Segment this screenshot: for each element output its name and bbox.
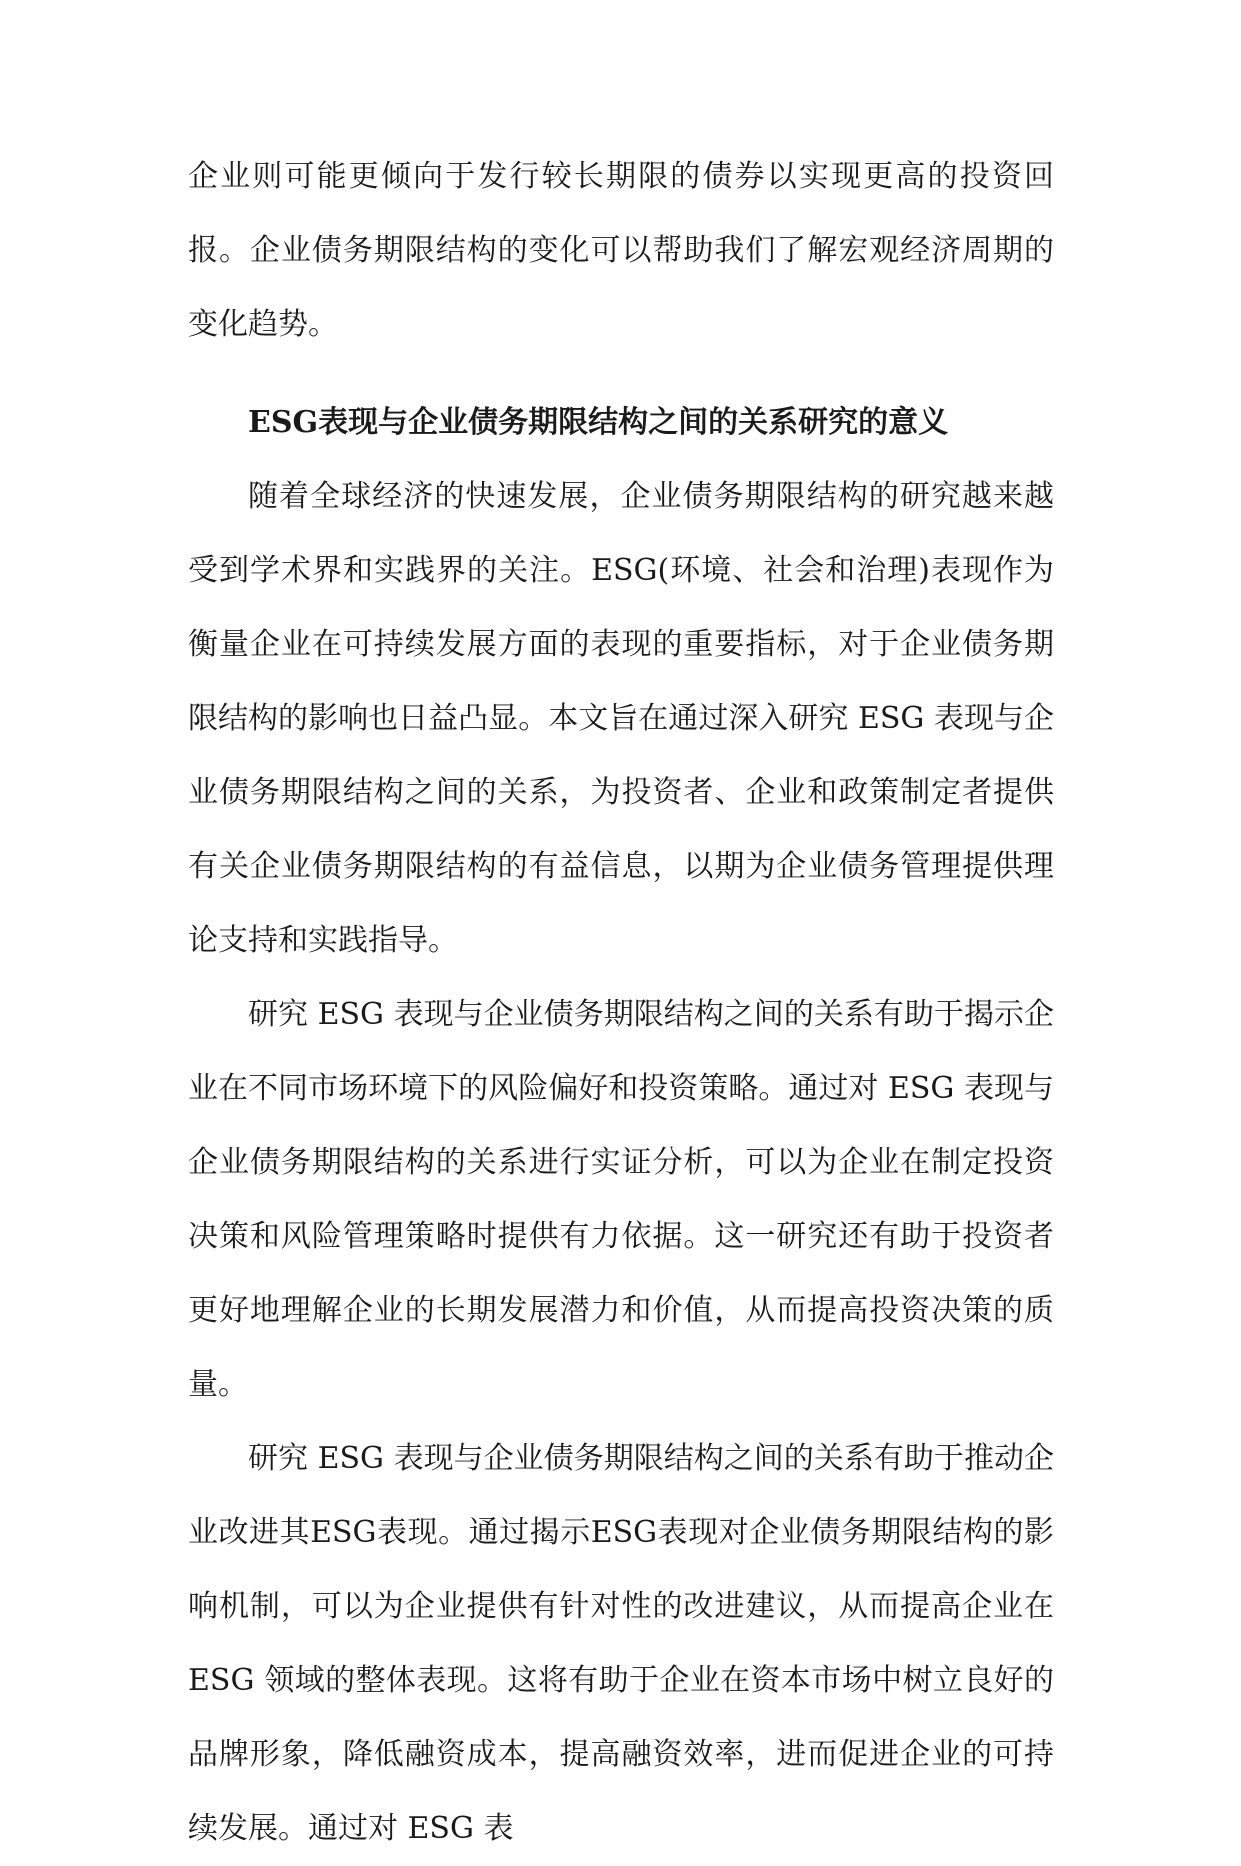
body-paragraph-1: 随着全球经济的快速发展，企业债务期限结构的研究越来越受到学术界和实践界的关注。ESG(环境、社会和治理)表现作为衡量企业在可持续发展方面的表现的重要指标，对于企业债务期限结构的影响也日益凸显。本文旨在通过深入研究 ESG 表现与企业债务期限结构之间的关系，为投资者、企业和政策制定者提供有关企业债务期限结构的有益信息，以期为企业债务管理提供理论支持和实践指导。 — [188, 479, 1054, 958]
body-paragraph-2: 研究 ESG 表现与企业债务期限结构之间的关系有助于揭示企业在不同市场环境下的风险偏好和投资策略。通过对 ESG 表现与企业债务期限结构的关系进行实证分析，可以为企业在制定投资决策和风险管理策略时提供有力依据。这一研究还有助于投资者更好地理解企业的长期发展潜力和价值，从而提高投资决策的质量。 — [188, 997, 1054, 1402]
section-heading: ESG表现与企业债务期限结构之间的关系研究的意义 — [248, 405, 949, 440]
document-body — [188, 140, 1054, 1866]
body-paragraph-3: 研究 ESG 表现与企业债务期限结构之间的关系有助于推动企业改进其ESG表现。通过揭示ESG表现对企业债务期限结构的影响机制，可以为企业提供有针对性的改进建议，从而提高企业在 ESG 领域的整体表现。这将有助于企业在资本市场中树立良好的品牌形象，降低融资成本，提高融资效率，进而促进企业的可持续发展。通过对 ESG 表 — [188, 1441, 1054, 1846]
intro-continuation-paragraph: 企业则可能更倾向于发行较长期限的债券以实现更高的投资回报。企业债务期限结构的变化可以帮助我们了解宏观经济周期的变化趋势。 — [188, 159, 1054, 342]
